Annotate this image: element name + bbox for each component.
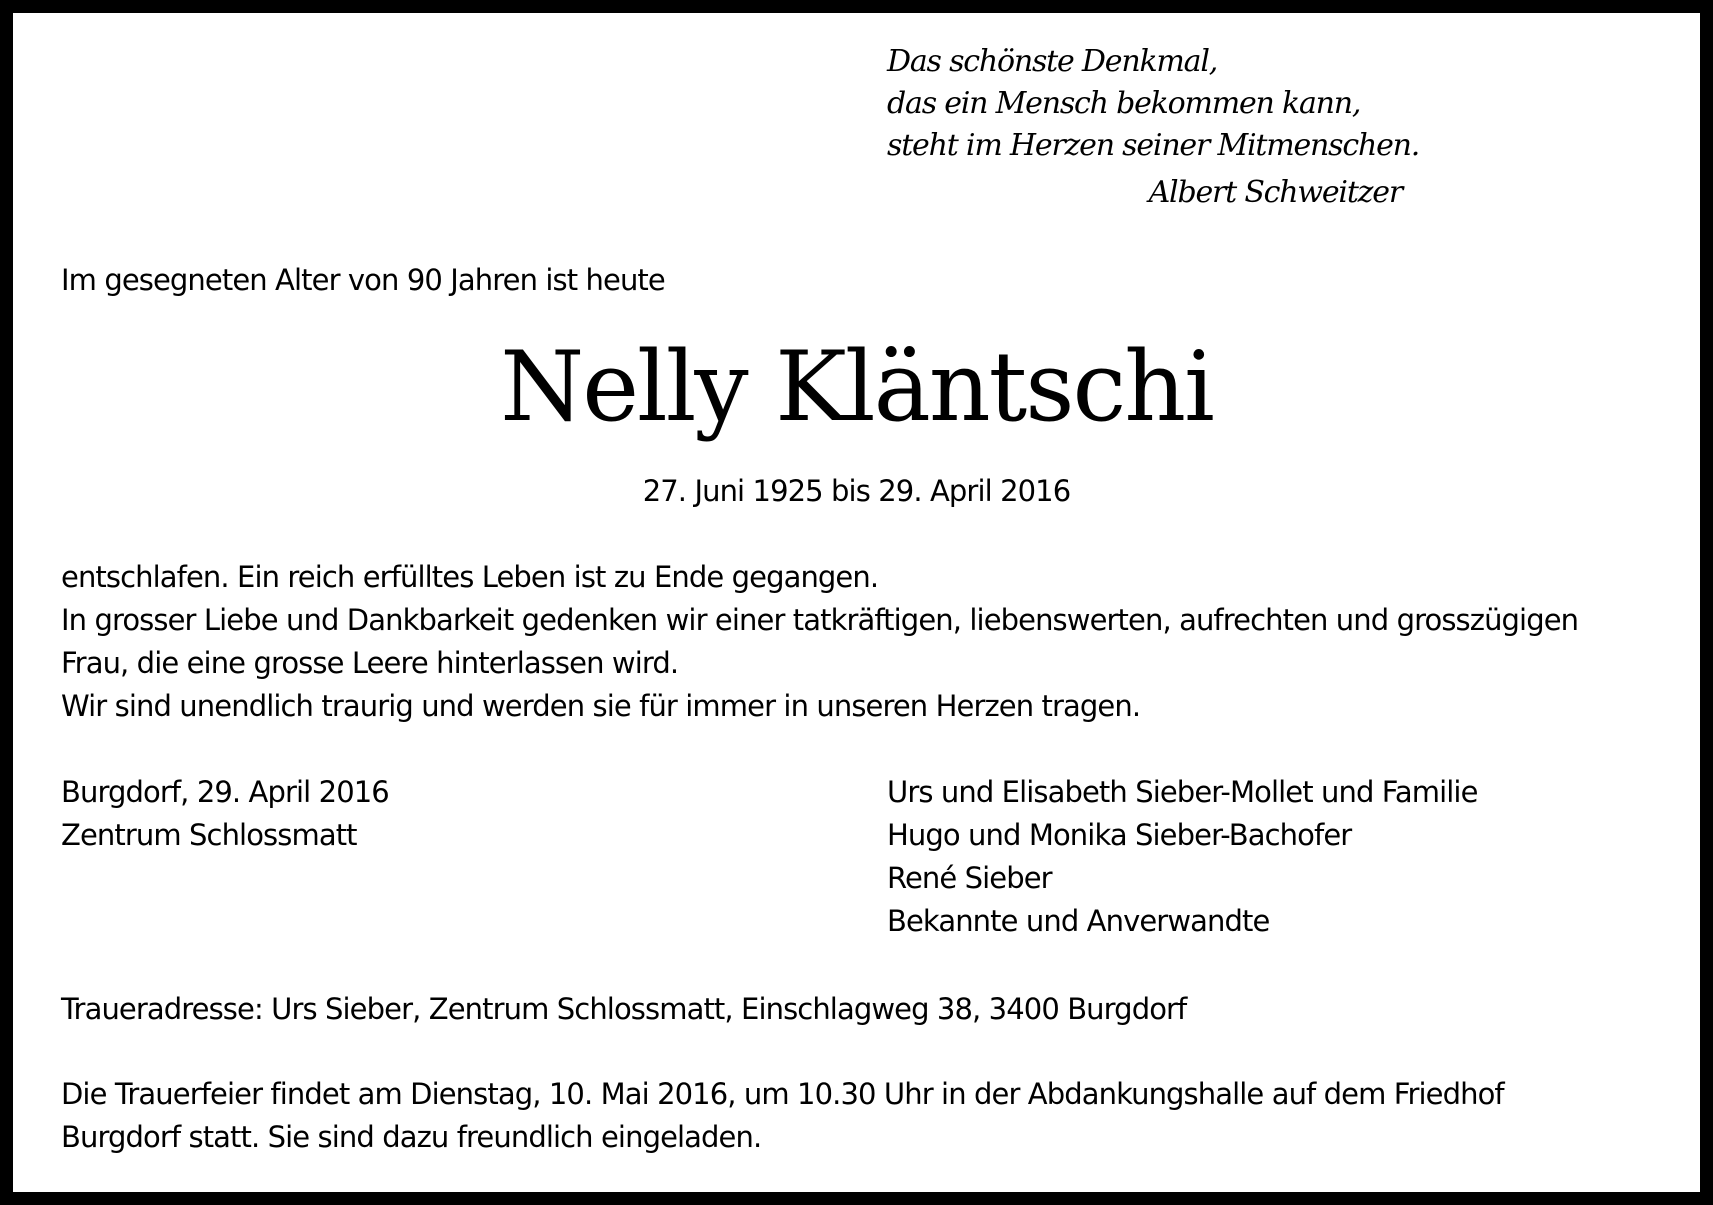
quote-author: Albert Schweitzer — [1148, 175, 1402, 210]
deceased-name: Nelly Kläntschi — [500, 331, 1213, 443]
mourning-address: Traueradresse: Urs Sieber, Zentrum Schlossmatt, Einschlagweg 38, 3400 Burgdorf — [61, 992, 1187, 1026]
mourner-2: Hugo und Monika Sieber-Bachofer — [887, 818, 1352, 852]
mourner-4: Bekannte und Anverwandte — [887, 904, 1270, 938]
quote-line-3: steht im Herzen seiner Mitmenschen. — [887, 128, 1420, 163]
mourner-3: René Sieber — [887, 861, 1052, 895]
ceremony-line-2: Burgdorf statt. Sie sind dazu freundlich eingeladen. — [61, 1120, 762, 1154]
quote-line-1: Das schönste Denkmal, — [887, 44, 1218, 79]
message-line-3: Frau, die eine grosse Leere hinterlassen wird. — [61, 646, 679, 680]
ceremony-block — [61, 1073, 1504, 1159]
mourners-block — [887, 771, 1478, 943]
mourner-1: Urs und Elisabeth Sieber-Mollet und Familie — [887, 775, 1478, 809]
quote-line-2: das ein Mensch bekommen kann, — [887, 86, 1361, 121]
ceremony-line-1: Die Trauerfeier findet am Dienstag, 10. Mai 2016, um 10.30 Uhr in der Abdankungshalle auf dem Friedhof — [61, 1077, 1504, 1111]
message-block — [61, 556, 1578, 728]
place-location: Zentrum Schlossmatt — [61, 818, 357, 852]
place-date: Burgdorf, 29. April 2016 — [61, 775, 389, 809]
message-line-2: In grosser Liebe und Dankbarkeit gedenken wir einer tatkräftigen, liebenswerten, aufrechten und grosszügigen — [61, 603, 1579, 637]
message-line-1: entschlafen. Ein reich erfülltes Leben ist zu Ende gegangen. — [61, 560, 879, 594]
intro-text: Im gesegneten Alter von 90 Jahren ist heute — [61, 263, 665, 297]
life-dates: 27. Juni 1925 bis 29. April 2016 — [642, 474, 1071, 508]
place-block — [61, 771, 389, 857]
message-line-4: Wir sind unendlich traurig und werden sie für immer in unseren Herzen tragen. — [61, 689, 1141, 723]
